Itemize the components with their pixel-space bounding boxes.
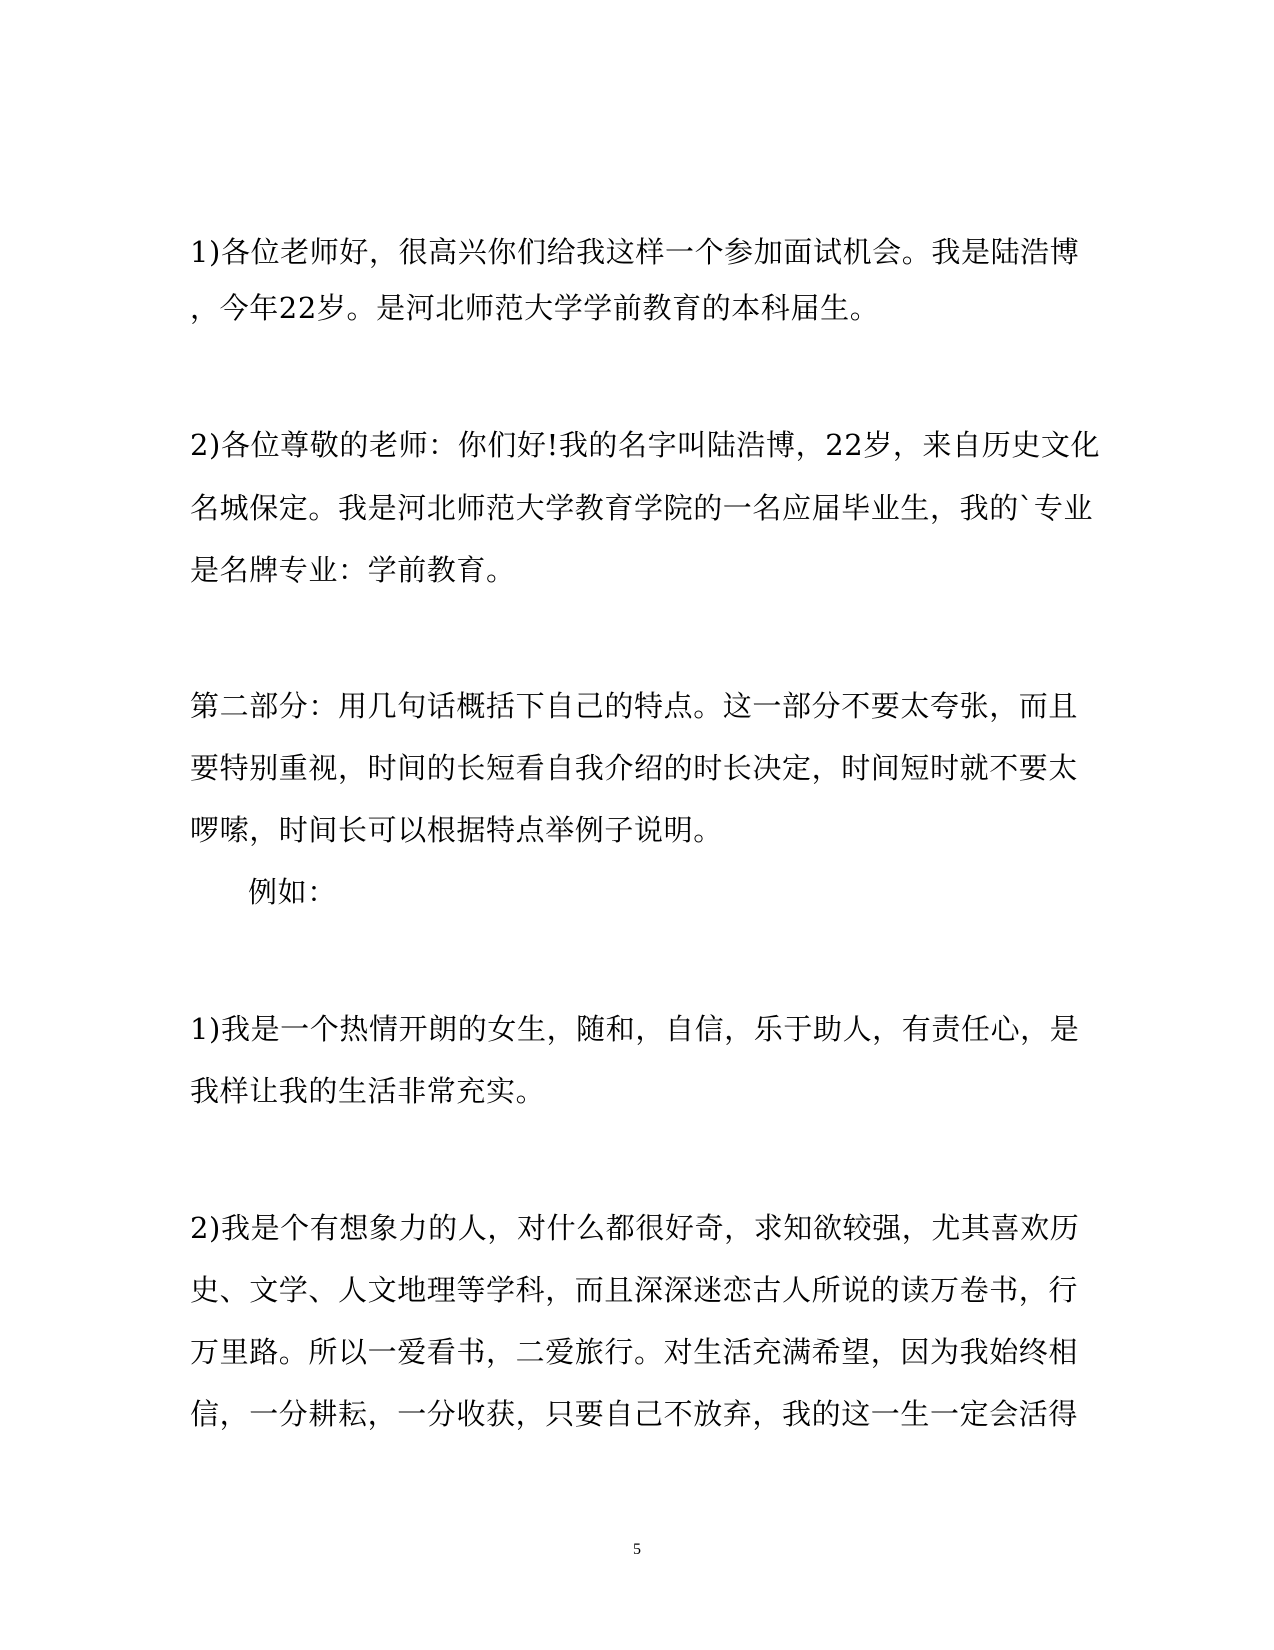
text-line: 要特别重视，时间的长短看自我介绍的时长决定，时间短时就不要太: [190, 751, 1079, 785]
text-line: 1)各位老师好，很高兴你们给我这样一个参加面试机会。我是陆浩博: [190, 235, 1080, 269]
text-line: ，今年22岁。是河北师范大学学前教育的本科届生。: [190, 291, 880, 325]
text-line: 第二部分：用几句话概括下自己的特点。这一部分不要太夸张，而且: [190, 689, 1079, 723]
text-line: 名城保定。我是河北师范大学教育学院的一名应届毕业生，我的`专业: [190, 491, 1094, 525]
text-line: 1)我是一个热情开朗的女生，随和，自信，乐于助人，有责任心，是: [190, 1012, 1080, 1046]
text-line: 信，一分耕耘，一分收获，只要自己不放弃，我的这一生一定会活得: [190, 1397, 1079, 1431]
text-line: 2)我是个有想象力的人，对什么都很好奇，求知欲较强，尤其喜欢历: [190, 1211, 1080, 1245]
text-line: 万里路。所以一爱看书，二爱旅行。对生活充满希望，因为我始终相: [190, 1335, 1079, 1369]
page-number: 5: [633, 1541, 641, 1558]
text-line: 例如：: [248, 875, 337, 909]
text-line: 我样让我的生活非常充实。: [190, 1074, 546, 1108]
text-line: 史、文学、人文地理等学科，而且深深迷恋古人所说的读万卷书，行: [190, 1273, 1079, 1307]
text-line: 啰嗦，时间长可以根据特点举例子说明。: [190, 813, 723, 847]
text-line: 是名牌专业：学前教育。: [190, 553, 516, 587]
text-line: 2)各位尊敬的老师：你们好!我的名字叫陆浩博，22岁，来自历史文化: [190, 428, 1101, 462]
